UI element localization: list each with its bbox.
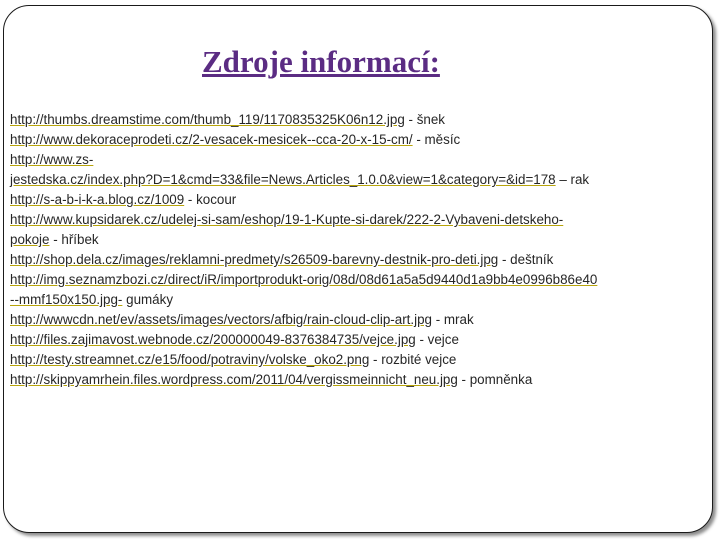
source-link[interactable]: http://files.zajimavost.webnode.cz/200000049-8376384735/vejce.jpg: [10, 332, 416, 347]
source-link-part[interactable]: http://www.zs-: [10, 152, 94, 167]
source-separator: -: [369, 352, 382, 367]
source-separator: -: [49, 232, 62, 247]
source-link-part[interactable]: http://www.kupsidarek.cz/udelej-si-sam/eshop/19-1-Kupte-si-darek/222-2-Vybaveni-detskeho-: [10, 212, 564, 227]
source-separator: -: [184, 192, 197, 207]
source-item: [10, 130, 716, 150]
source-label: rak: [570, 172, 590, 187]
source-link-part[interactable]: pokoje: [10, 232, 50, 247]
source-separator: –: [555, 172, 571, 187]
source-item: [10, 210, 716, 250]
source-label: hříbek: [61, 232, 99, 247]
source-link[interactable]: http://wwwcdn.net/ev/assets/images/vectors/afbig/rain-cloud-clip-art.jpg: [10, 312, 432, 327]
source-label: deštník: [510, 252, 554, 267]
slide-title: Zdroje informací:: [202, 44, 440, 79]
source-label: kocour: [196, 192, 237, 207]
source-separator: -: [498, 252, 511, 267]
source-item: [10, 110, 716, 130]
source-item: [10, 310, 716, 330]
source-separator: -: [404, 112, 417, 127]
source-separator: -: [415, 332, 428, 347]
source-item: [10, 270, 716, 310]
source-item: [10, 190, 716, 210]
source-link[interactable]: http://thumbs.dreamstime.com/thumb_119/1170835325K06n12.jpg: [10, 112, 405, 127]
source-link[interactable]: http://s-a-b-i-k-a.blog.cz/1009: [10, 192, 185, 207]
source-label: mrak: [443, 312, 474, 327]
sources-list: [10, 110, 716, 390]
source-item: [10, 250, 716, 270]
source-label: šnek: [416, 112, 445, 127]
source-item: [10, 350, 716, 370]
source-label: pomněnka: [469, 372, 533, 387]
source-label: měsíc: [424, 132, 461, 147]
source-item: [10, 330, 716, 350]
source-link[interactable]: http://skippyamrhein.files.wordpress.com/2011/04/vergissmeinnicht_neu.jpg: [10, 372, 458, 387]
source-label: gumáky: [126, 292, 174, 307]
source-separator: -: [412, 132, 425, 147]
source-separator: -: [457, 372, 470, 387]
source-link-part[interactable]: --mmf150x150.jpg-: [10, 292, 123, 307]
source-item: [10, 150, 716, 190]
source-link[interactable]: http://www.dekoraceprodeti.cz/2-vesacek-mesicek--cca-20-x-15-cm/: [10, 132, 413, 147]
source-separator: -: [432, 312, 444, 327]
source-link-part[interactable]: jestedska.cz/index.php?D=1&cmd=33&file=News.Articles_1.0.0&view=1&category=&id=178: [10, 172, 556, 187]
source-link-part[interactable]: http://img.seznamzbozi.cz/direct/iR/importprodukt-orig/08d/08d61a5a5d9440d1a9bb4e0996b86e40: [10, 272, 598, 287]
source-label: vejce: [427, 332, 459, 347]
source-label: rozbité vejce: [381, 352, 457, 367]
source-link[interactable]: http://testy.streamnet.cz/e15/food/potraviny/volske_oko2.png: [10, 352, 370, 367]
source-link[interactable]: http://shop.dela.cz/images/reklamni-predmety/s26509-barevny-destnik-pro-deti.jpg: [10, 252, 499, 267]
source-item: [10, 370, 716, 390]
